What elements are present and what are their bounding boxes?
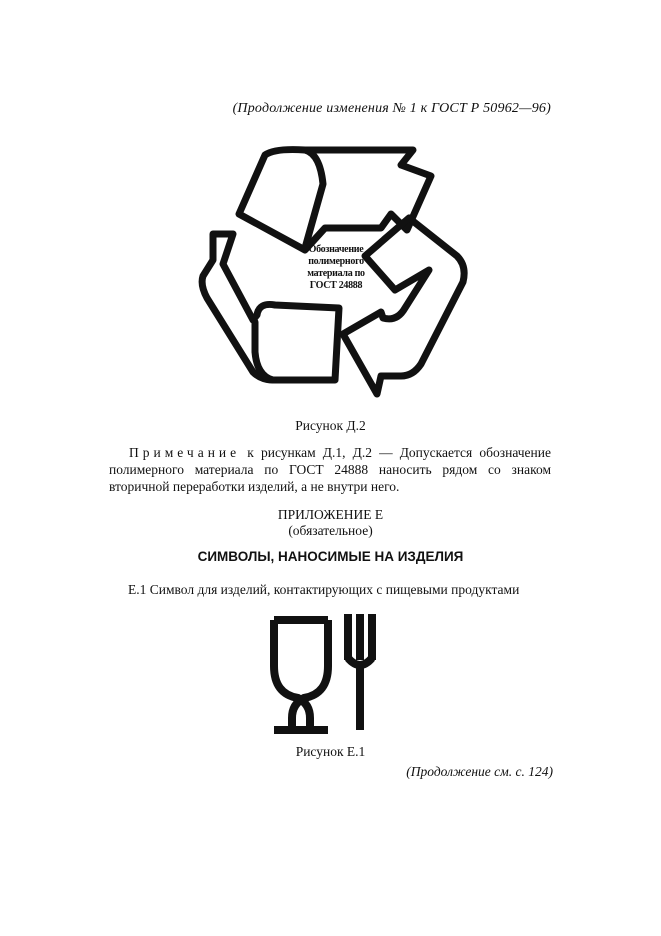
figure-d2-caption: Рисунок Д.2: [295, 418, 366, 433]
appendix-title: ПРИЛОЖЕНИЕ Е: [277, 507, 384, 522]
appendix-status: (обязательное): [288, 523, 373, 538]
polymer-designation-label: [294, 244, 378, 292]
page-header: (Продолжение изменения № 1 к ГОСТ Р 50962—96): [232, 101, 551, 116]
note-lead: Примечание: [129, 445, 241, 460]
polymer-label-line-4: ГОСТ 24888: [309, 280, 363, 291]
figure-e1-caption: Рисунок Е.1: [295, 744, 366, 759]
section-heading: СИМВОЛЫ, НАНОСИМЫЕ НА ИЗДЕЛИЯ: [197, 549, 464, 564]
note-paragraph: [109, 444, 551, 495]
clause-e1: Е.1 Символ для изделий, контактирующих с пищевыми продуктами: [128, 582, 520, 597]
polymer-label-line-1: Обозначение: [308, 244, 364, 255]
polymer-label-line-2: полимерного: [308, 256, 364, 267]
food-contact-glass-fork-icon: [262, 614, 382, 734]
note-text: к рисункам Д.1, Д.2 — Допускается обозначение полимерного материала по ГОСТ 24888 наносить рядом со знаком вторичной переработки изделий, а не внутри него.: [109, 445, 551, 494]
polymer-label-line-3: материала по: [307, 268, 365, 279]
page-footer: (Продолжение см. с. 124): [406, 764, 553, 779]
